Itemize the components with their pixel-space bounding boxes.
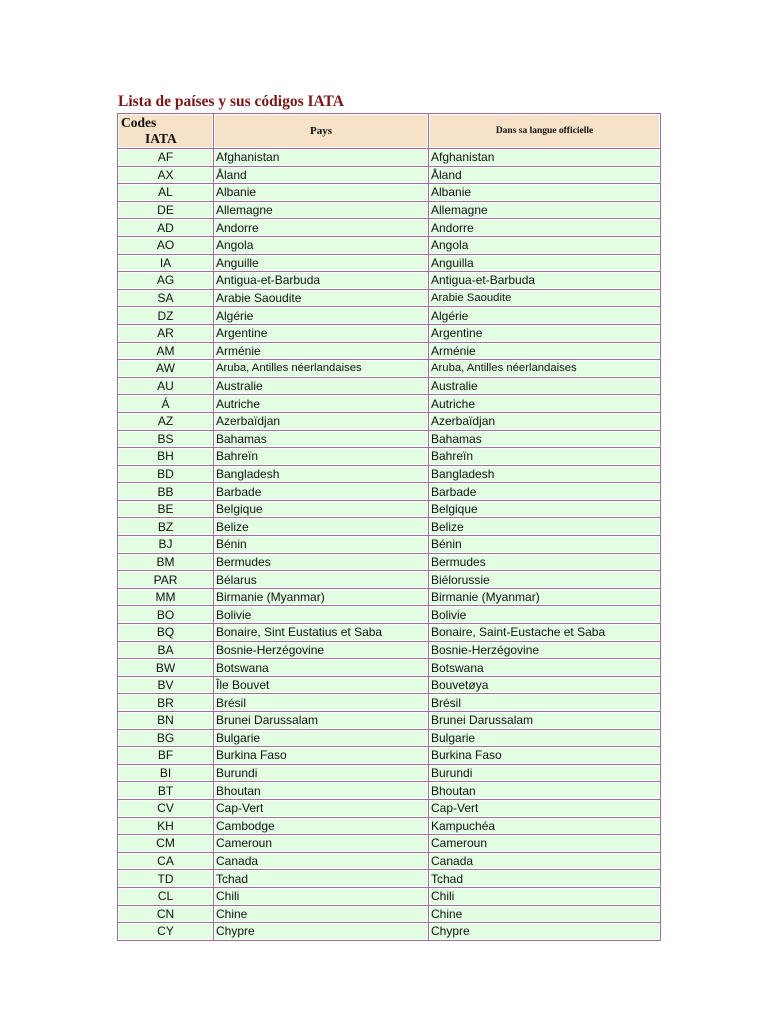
official-name-cell: Kampuchéa [429,818,660,836]
header-codes-line1: Codes [121,115,157,130]
iata-code-cell: BN [118,712,214,730]
official-name-cell: Biélorussie [429,571,660,589]
country-name-cell: Bonaire, Sint Eustatius et Saba [214,624,429,642]
iata-code-cell: Á [118,395,214,413]
country-name-cell: Burkina Faso [214,747,429,765]
country-name-cell: Bulgarie [214,730,429,748]
iata-code-cell: CV [118,800,214,818]
iata-code-cell: AO [118,237,214,255]
table-row [118,554,660,572]
official-name-cell: Tchad [429,870,660,888]
official-name-cell: Chili [429,888,660,906]
country-name-cell: Bosnie-Herzégovine [214,642,429,660]
table-row [118,325,660,343]
country-name-cell: Australie [214,378,429,396]
table-row [118,888,660,906]
official-name-cell: Åland [429,167,660,185]
official-name-cell: Belgique [429,501,660,519]
iata-code-cell: PAR [118,571,214,589]
official-name-cell: Bouvetøya [429,677,660,695]
official-name-cell: Burkina Faso [429,747,660,765]
iata-code-cell: BE [118,501,214,519]
table-row [118,906,660,924]
official-name-cell: Belize [429,518,660,536]
country-name-cell: Bermudes [214,554,429,572]
table-header-row [118,114,660,149]
table-row [118,149,660,167]
iata-code-cell: AL [118,184,214,202]
table-row [118,606,660,624]
country-name-cell: Åland [214,167,429,185]
table-row [118,184,660,202]
table-row [118,571,660,589]
iata-code-cell: BH [118,448,214,466]
table-row [118,589,660,607]
table-row [118,237,660,255]
country-name-cell: Bénin [214,536,429,554]
iata-code-cell: BA [118,642,214,660]
official-name-cell: Canada [429,853,660,871]
official-name-cell: Bolivie [429,606,660,624]
official-name-cell: Albanie [429,184,660,202]
document-title: Lista de países y sus códigos IATA [118,93,344,110]
table-row [118,167,660,185]
official-name-cell: Autriche [429,395,660,413]
table-row [118,818,660,836]
country-name-cell: Andorre [214,219,429,237]
official-name-cell: Cap-Vert [429,800,660,818]
table-row [118,870,660,888]
official-name-cell: Bahreïn [429,448,660,466]
iata-code-cell: AZ [118,413,214,431]
table-row [118,518,660,536]
iata-code-cell: CY [118,923,214,940]
official-name-cell: Bermudes [429,554,660,572]
country-name-cell: Autriche [214,395,429,413]
table-row [118,307,660,325]
iata-code-cell: CN [118,906,214,924]
country-name-cell: Chine [214,906,429,924]
iata-code-cell: BT [118,782,214,800]
country-name-cell: Tchad [214,870,429,888]
table-row [118,659,660,677]
iata-code-cell: AR [118,325,214,343]
iata-code-cell: AX [118,167,214,185]
official-name-cell: Aruba, Antilles néerlandaises [429,360,660,378]
country-name-cell: Cap-Vert [214,800,429,818]
official-name-cell: Bangladesh [429,466,660,484]
country-name-cell: Angola [214,237,429,255]
country-name-cell: Bolivie [214,606,429,624]
iata-code-cell: BS [118,431,214,449]
official-name-cell: Argentine [429,325,660,343]
official-name-cell: Arabie Saoudite [429,290,660,308]
table-row [118,853,660,871]
official-name-cell: Brésil [429,694,660,712]
table-row [118,202,660,220]
iata-code-cell: CA [118,853,214,871]
country-name-cell: Azerbaïdjan [214,413,429,431]
country-name-cell: Barbade [214,483,429,501]
official-name-cell: Botswana [429,659,660,677]
iata-code-cell: BJ [118,536,214,554]
iata-code-cell: MM [118,589,214,607]
country-name-cell: Bhoutan [214,782,429,800]
country-name-cell: Allemagne [214,202,429,220]
iata-code-cell: DZ [118,307,214,325]
table-row [118,501,660,519]
iata-code-cell: DE [118,202,214,220]
official-name-cell: Chypre [429,923,660,940]
official-name-cell: Bahamas [429,431,660,449]
iata-code-cell: BV [118,677,214,695]
table-row [118,536,660,554]
official-name-cell: Barbade [429,483,660,501]
country-name-cell: Algérie [214,307,429,325]
official-name-cell: Antigua-et-Barbuda [429,272,660,290]
iata-code-cell: BW [118,659,214,677]
header-codes-iata [118,114,214,149]
table-row [118,800,660,818]
table-row [118,360,660,378]
table-row [118,413,660,431]
official-name-cell: Cameroun [429,835,660,853]
official-name-cell: Arménie [429,343,660,361]
table-row [118,483,660,501]
official-name-cell: Bosnie-Herzégovine [429,642,660,660]
official-name-cell: Australie [429,378,660,396]
iata-code-cell: AF [118,149,214,167]
table-row [118,431,660,449]
table-row [118,395,660,413]
iata-code-cell: BO [118,606,214,624]
official-name-cell: Angola [429,237,660,255]
official-name-cell: Bénin [429,536,660,554]
iata-code-cell: TD [118,870,214,888]
country-name-cell: Botswana [214,659,429,677]
country-name-cell: Chili [214,888,429,906]
iata-code-cell: SA [118,290,214,308]
official-name-cell: Azerbaïdjan [429,413,660,431]
iata-code-cell: KH [118,818,214,836]
iata-code-cell: AG [118,272,214,290]
iata-code-cell: BB [118,483,214,501]
table-row [118,677,660,695]
country-name-cell: Arménie [214,343,429,361]
table-row [118,642,660,660]
country-name-cell: Cambodge [214,818,429,836]
country-name-cell: Antigua-et-Barbuda [214,272,429,290]
header-codes-line2: IATA [145,131,177,146]
country-name-cell: Bélarus [214,571,429,589]
iata-code-cell: AM [118,343,214,361]
iata-code-cell: IA [118,255,214,273]
country-name-cell: Aruba, Antilles néerlandaises [214,360,429,378]
table-row [118,923,660,940]
country-name-cell: Burundi [214,765,429,783]
country-name-cell: Bangladesh [214,466,429,484]
country-name-cell: Chypre [214,923,429,940]
iata-code-cell: BI [118,765,214,783]
official-name-cell: Anguilla [429,255,660,273]
official-name-cell: Birmanie (Myanmar) [429,589,660,607]
iata-code-cell: BR [118,694,214,712]
table-row [118,378,660,396]
country-name-cell: Brésil [214,694,429,712]
table-row [118,624,660,642]
official-name-cell: Andorre [429,219,660,237]
table-row [118,290,660,308]
iata-code-cell: BQ [118,624,214,642]
country-name-cell: Arabie Saoudite [214,290,429,308]
iata-code-cell: BZ [118,518,214,536]
table-row [118,765,660,783]
country-name-cell: Anguille [214,255,429,273]
country-name-cell: Belgique [214,501,429,519]
iata-code-cell: BM [118,554,214,572]
table-row [118,343,660,361]
country-name-cell: Bahreïn [214,448,429,466]
country-name-cell: Afghanistan [214,149,429,167]
table-row [118,694,660,712]
iata-code-cell: CM [118,835,214,853]
iata-code-cell: AU [118,378,214,396]
table-row [118,466,660,484]
country-name-cell: Cameroun [214,835,429,853]
official-name-cell: Chine [429,906,660,924]
iata-code-cell: BG [118,730,214,748]
country-name-cell: Belize [214,518,429,536]
official-name-cell: Afghanistan [429,149,660,167]
header-pays: Pays [214,114,429,149]
official-name-cell: Bonaire, Saint-Eustache et Saba [429,624,660,642]
country-name-cell: Île Bouvet [214,677,429,695]
iata-code-cell: AD [118,219,214,237]
country-name-cell: Canada [214,853,429,871]
header-langue-officielle: Dans sa langue officielle [429,114,660,149]
table-row [118,835,660,853]
iata-code-cell: BF [118,747,214,765]
iata-code-cell: AW [118,360,214,378]
table-row [118,272,660,290]
official-name-cell: Allemagne [429,202,660,220]
country-name-cell: Brunei Darussalam [214,712,429,730]
country-name-cell: Bahamas [214,431,429,449]
country-name-cell: Birmanie (Myanmar) [214,589,429,607]
official-name-cell: Algérie [429,307,660,325]
table-row [118,782,660,800]
table-row [118,747,660,765]
table-body [118,149,660,940]
iata-code-cell: CL [118,888,214,906]
official-name-cell: Bhoutan [429,782,660,800]
country-name-cell: Albanie [214,184,429,202]
table-row [118,448,660,466]
table-row [118,712,660,730]
country-name-cell: Argentine [214,325,429,343]
table-row [118,255,660,273]
official-name-cell: Burundi [429,765,660,783]
table-row [118,219,660,237]
iata-code-cell: BD [118,466,214,484]
official-name-cell: Bulgarie [429,730,660,748]
table-row [118,730,660,748]
official-name-cell: Brunei Darussalam [429,712,660,730]
iata-codes-table [117,113,661,941]
